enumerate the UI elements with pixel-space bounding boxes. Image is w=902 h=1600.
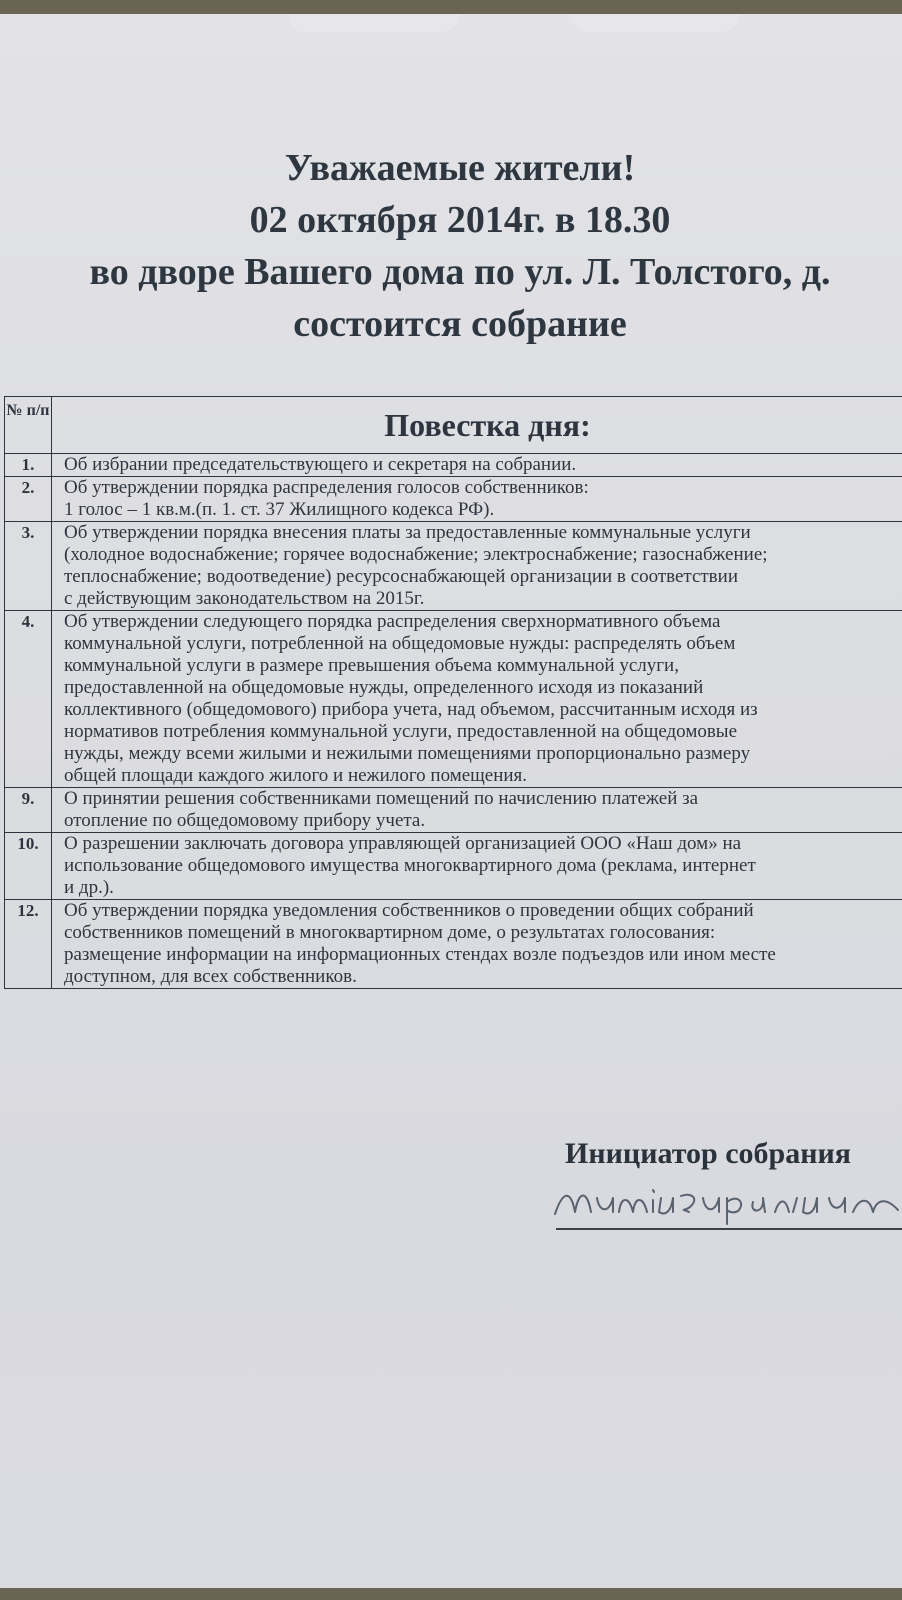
agenda-item-line: коммунальной услуги в размере превышения объема коммунальной услуги, bbox=[64, 655, 679, 676]
initiator-label: Инициатор собрания bbox=[565, 1137, 852, 1170]
notice-greeting: Уважаемые жители! bbox=[284, 147, 636, 189]
agenda-row bbox=[5, 454, 902, 477]
meeting-date-time: 02 октября 2014г. в 18.30 bbox=[249, 199, 671, 241]
meeting-location: во дворе Вашего дома по ул. Л. Толстого, д. bbox=[89, 251, 831, 293]
agenda-item-text bbox=[52, 477, 902, 522]
agenda-item-line: с действующим законодательством на 2015г. bbox=[64, 588, 425, 609]
handwritten-signature bbox=[553, 1176, 902, 1226]
signature-line bbox=[556, 1228, 902, 1230]
agenda-item-line: Об избрании председательствующего и секретаря на собрании. bbox=[64, 454, 577, 475]
agenda-item-text bbox=[52, 522, 902, 611]
agenda-header-row bbox=[5, 397, 902, 454]
agenda-row bbox=[5, 522, 902, 611]
agenda-item-line: коллективного (общедомового) прибора учета, над объемом, рассчитанным исходя из bbox=[64, 699, 758, 720]
agenda-item-line: размещение информации на информационных стендах возле подъездов или ином месте bbox=[64, 944, 776, 965]
agenda-item-number: 4. bbox=[5, 611, 52, 788]
agenda-item-number: 1. bbox=[5, 454, 52, 477]
agenda-item-line: Об утверждении следующего порядка распределения сверхнормативного объема bbox=[64, 611, 721, 632]
agenda-item-line: нужды, между всеми жилыми и нежилыми помещениями пропорционально размеру bbox=[64, 743, 751, 764]
agenda-item-line: О принятии решения собственниками помещений по начислению платежей за bbox=[64, 788, 699, 809]
agenda-item-line: коммунальной услуги, потребленной на общедомовые нужды: распределять объем bbox=[64, 633, 736, 654]
agenda-row bbox=[5, 611, 902, 788]
agenda-item-line: 1 голос – 1 кв.м.(п. 1. ст. 37 Жилищного кодекса РФ). bbox=[64, 499, 495, 520]
agenda-item-line: отопление по общедомовому прибору учета. bbox=[64, 810, 426, 831]
meeting-announcement: состоится собрание bbox=[293, 303, 627, 345]
agenda-item-text bbox=[52, 454, 902, 477]
agenda-item-line: теплоснабжение; водоотведение) ресурсоснабжающей организации в соответствии bbox=[64, 566, 738, 587]
agenda-item-line: предоставленной на общедомовые нужды, определенного исходя из показаний bbox=[64, 677, 704, 698]
agenda-item-text bbox=[52, 900, 902, 989]
agenda-item-line: (холодное водоснабжение; горячее водоснабжение; электроснабжение; газоснабжение; bbox=[64, 544, 768, 565]
agenda-item-line: Об утверждении порядка распределения голосов собственников: bbox=[64, 477, 589, 498]
agenda-row bbox=[5, 833, 902, 900]
agenda-item-line: и др.). bbox=[64, 877, 114, 898]
agenda-row bbox=[5, 477, 902, 522]
agenda-item-text bbox=[52, 788, 902, 833]
agenda-item-line: О разрешении заключать договора управляющей организацией ООО «Наш дом» на bbox=[64, 833, 742, 854]
agenda-item-number: 9. bbox=[5, 788, 52, 833]
agenda-table bbox=[4, 396, 902, 989]
agenda-item-line: собственников помещений в многоквартирном доме, о результатах голосования: bbox=[64, 922, 716, 943]
agenda-item-number: 12. bbox=[5, 900, 52, 989]
agenda-row bbox=[5, 788, 902, 833]
agenda-row bbox=[5, 900, 902, 989]
agenda-item-line: доступном, для всех собственников. bbox=[64, 966, 357, 987]
agenda-item-text bbox=[52, 611, 902, 788]
torn-paper-scrap bbox=[290, 14, 460, 32]
agenda-number-header: № п/п bbox=[5, 397, 52, 454]
background-surface bbox=[0, 1588, 902, 1600]
notice-sheet bbox=[0, 14, 902, 1588]
agenda-item-line: Об утверждении порядка внесения платы за предоставленные коммунальные услуги bbox=[64, 522, 751, 543]
agenda-item-number: 10. bbox=[5, 833, 52, 900]
agenda-title: Повестка дня: bbox=[52, 397, 902, 454]
agenda-item-line: общей площади каждого жилого и нежилого помещения. bbox=[64, 765, 528, 786]
agenda-item-text bbox=[52, 833, 902, 900]
agenda-item-number: 3. bbox=[5, 522, 52, 611]
agenda-item-line: Об утверждении порядка уведомления собственников о проведении общих собраний bbox=[64, 900, 754, 921]
agenda-item-number: 2. bbox=[5, 477, 52, 522]
torn-paper-scrap bbox=[570, 14, 740, 32]
agenda-item-line: нормативов потребления коммунальной услуги, предоставленной на общедомовые bbox=[64, 721, 738, 742]
agenda-item-line: использование общедомового имущества многоквартирного дома (реклама, интернет bbox=[64, 855, 756, 876]
